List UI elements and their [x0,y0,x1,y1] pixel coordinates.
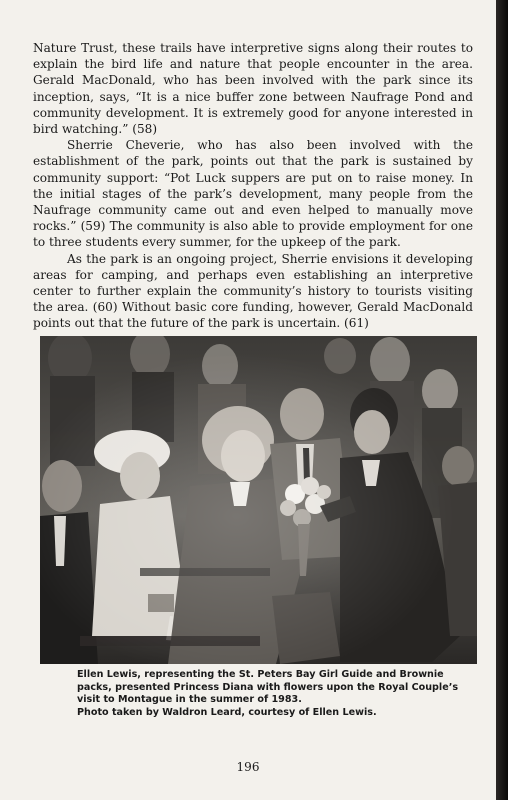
page-number: 196 [236,760,260,774]
paragraph-nature-trust: Nature Trust, these trails have interpretive signs along their routes to explain the bird life and nature that people encounter in the area. Gerald MacDonald, who has been involved with the park since its inception, says, “It is a nice buffer zone between Naufrage Pond and community development. It is extremely good for anyone interested in bird watching.” (58) [33,41,473,137]
body-text [33,40,473,332]
photo-caption [77,669,477,719]
photograph [40,336,477,664]
caption-description: Ellen Lewis, representing the St. Peters Bay Girl Guide and Brownie packs, presented Princess Diana with flowers upon the Royal Couple’s visit to Montague in the summer of 1983. [77,669,459,706]
paragraph-sherrie-cheverie: Sherrie Cheverie, who has also been involved with the establishment of the park, points out that the park is sustained by community support: “Pot Luck suppers are put on to raise money. In the initial stages of the park’s development, many people from the Naufrage community came out and even helped to manually move rocks.” (59) The community is also able to provide employment for one to three students every summer, for the upkeep of the park. [33,138,473,250]
book-spine-edge [496,0,508,800]
paragraph-park-future: As the park is an ongoing project, Sherrie envisions it developing areas for camping, and perhaps even establishing an interpretive center to further explain the community’s history to tourists visiting the area. (60) Without basic core funding, however, Gerald MacDonald points out that the future of the park is uncertain. (61) [33,251,473,331]
caption-credit: Photo taken by Waldron Leard, courtesy of Ellen Lewis. [77,706,377,718]
